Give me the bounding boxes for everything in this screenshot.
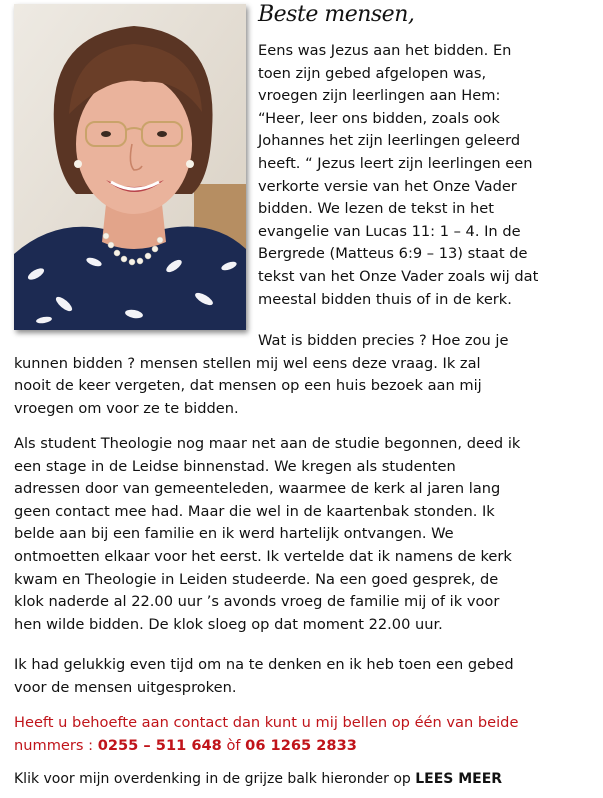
text-line: tekst van het Onze Vader zoals wij dat — [258, 267, 539, 285]
contact-paragraph — [14, 712, 518, 757]
paragraph-story — [14, 433, 520, 636]
text-line: ontmoetten elkaar voor het eerst. Ik vertelde dat ik namens de kerk — [14, 547, 512, 565]
or-separator: òf — [221, 736, 246, 754]
text-line: klok naderde al 22.00 uur ’s avonds vroeg de familie mij of ik voor — [14, 593, 500, 611]
contact-numbers-line — [14, 735, 518, 758]
text-line: toen zijn gebed afgelopen was, — [258, 64, 487, 82]
text-line: Eens was Jezus aan het bidden. En — [258, 42, 512, 59]
text-line: Heeft u behoefte aan contact dan kunt u mij bellen op één van beide — [14, 714, 519, 731]
text-line: nooit de keer vergeten, dat mensen op een huis bezoek aan mij — [14, 377, 482, 395]
footer-line — [14, 768, 502, 791]
text-line: Johannes het zijn leerlingen geleerd — [258, 132, 521, 150]
text-line: Wat is bidden precies ? Hoe zou je — [258, 332, 509, 349]
text-line: heeft. “ Jezus leert zijn leerlingen een — [258, 154, 533, 172]
footer-text: Klik voor mijn overdenking in de grijze balk hieronder op — [14, 771, 416, 787]
footer-instruction — [14, 768, 502, 791]
lees-meer-link[interactable]: LEES MEER — [415, 771, 503, 787]
paragraph-intro — [258, 40, 538, 311]
text-line: verkorte versie van het Onze Vader — [258, 177, 517, 195]
text-line: Bergrede (Matteus 6:9 – 13) staat de — [258, 245, 528, 263]
paragraph-question — [14, 330, 508, 420]
contact-numbers-label: nummers : — [14, 736, 98, 754]
portrait-photo-icon — [14, 4, 246, 330]
text-line: geen contact mee had. Maar die wel in de kaartenbak stonden. Ik — [14, 502, 495, 520]
text-line: belde aan bij een familie en ik werd hartelijk ontvangen. We — [14, 525, 454, 543]
greeting-heading: Beste mensen, — [258, 2, 415, 27]
text-line: hen wilde bidden. De klok sloeg op dat moment 22.00 uur. — [14, 615, 443, 633]
text-line: “Heer, leer ons bidden, zoals ook — [258, 109, 500, 127]
text-line: kwam en Theologie in Leiden studeerde. Na een goed gesprek, de — [14, 570, 499, 588]
text-line: Ik had gelukkig even tijd om na te denken en ik heb toen een gebed — [14, 656, 514, 673]
phone-number-1[interactable]: 0255 – 511 648 — [97, 736, 222, 754]
text-line: meestal bidden thuis of in de kerk. — [258, 290, 512, 308]
text-line: evangelie van Lucas 11: 1 – 4. In de — [258, 222, 521, 240]
text-line: bidden. We lezen de tekst in het — [258, 200, 494, 218]
phone-number-2[interactable]: 06 1265 2833 — [245, 736, 357, 754]
paragraph-prayer — [14, 654, 514, 699]
text-line: vroegen zijn leerlingen aan Hem: — [258, 87, 501, 105]
text-line: voor de mensen uitgesproken. — [14, 678, 237, 696]
portrait-photo — [14, 4, 246, 330]
text-line: kunnen bidden ? mensen stellen mij wel eens deze vraag. Ik zal — [14, 354, 481, 372]
text-line: adressen door van gemeenteleden, waarmee de kerk al jaren lang — [14, 480, 501, 498]
text-line: een stage in de Leidse binnenstad. We kregen als studenten — [14, 457, 456, 475]
text-line: vroegen om voor ze te bidden. — [14, 399, 239, 417]
text-line: Als student Theologie nog maar net aan de studie begonnen, deed ik — [14, 435, 521, 452]
